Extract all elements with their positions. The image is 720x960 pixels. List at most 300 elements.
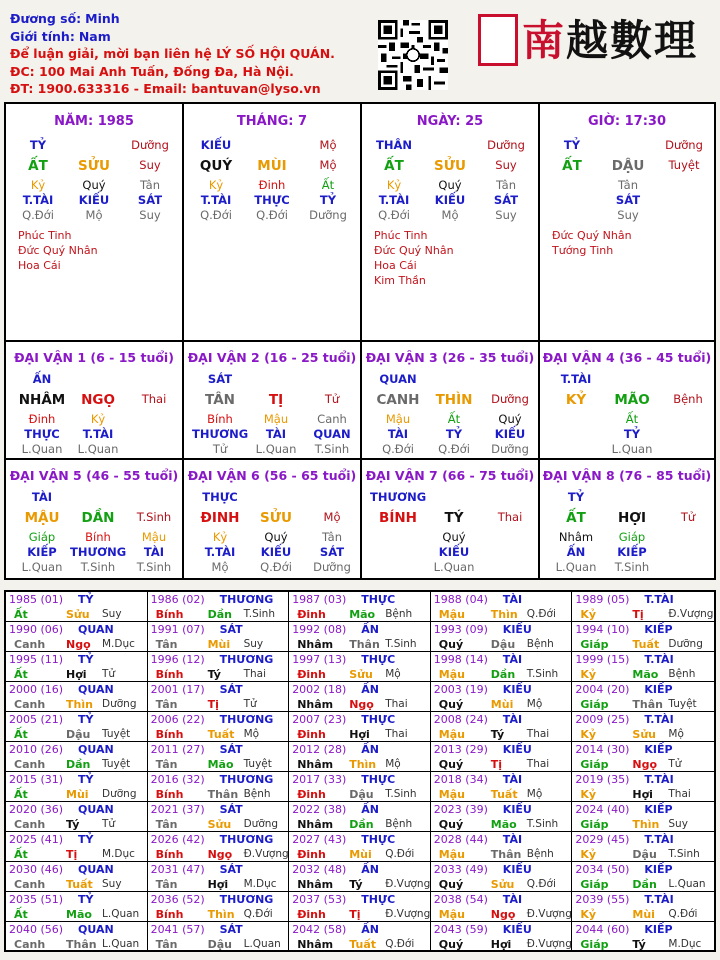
- year-cell[interactable]: [148, 652, 290, 682]
- year-stem: Đinh: [297, 728, 326, 741]
- year-cell[interactable]: [148, 862, 290, 892]
- year-cell[interactable]: [6, 832, 148, 862]
- year-phase: Thai: [668, 788, 691, 800]
- year-cell[interactable]: [6, 922, 148, 952]
- cell-value: NGỌ: [81, 392, 115, 408]
- year-phase: M.Dục: [102, 848, 135, 860]
- cell-value: Ất: [447, 412, 461, 426]
- year-phase: Q.Đới: [526, 608, 556, 620]
- year-god: TÀI: [502, 593, 523, 606]
- year-god: T.TÀI: [644, 773, 674, 786]
- year-god: KIẾU: [502, 743, 532, 756]
- year-phase: M.Dục: [102, 638, 135, 650]
- cell-value: KỶ: [565, 392, 587, 408]
- year-phase: Đ.Vượng: [526, 908, 572, 920]
- year-stem: Đinh: [297, 608, 326, 621]
- year-cell[interactable]: [6, 772, 148, 802]
- year-stem: Bính: [155, 728, 184, 741]
- year-label: 2031 (47): [150, 863, 205, 876]
- year-phase: Mộ: [385, 668, 401, 680]
- year-label: 2011 (27): [150, 743, 205, 756]
- pillar-cell: [6, 104, 184, 342]
- year-label: 2039 (55): [575, 893, 630, 906]
- cell-value: Giáp: [28, 530, 56, 544]
- year-stem: Mậu: [438, 728, 465, 741]
- year-cell[interactable]: [431, 922, 573, 952]
- cell-value: Tuyệt: [668, 158, 700, 172]
- year-god: ẤN: [361, 623, 379, 636]
- cell-value: L.Quan: [555, 560, 597, 574]
- year-phase: Suy: [102, 878, 122, 890]
- year-cell[interactable]: [572, 652, 714, 682]
- year-cell[interactable]: [148, 622, 290, 652]
- year-cell[interactable]: [6, 892, 148, 922]
- year-phase: Dưỡng: [668, 638, 703, 650]
- year-cell[interactable]: [572, 922, 714, 952]
- cell-value: TỶ: [567, 490, 585, 504]
- cell-value: KIẾU: [434, 193, 466, 207]
- cell-value: Tân: [617, 178, 639, 192]
- cell-value: Suy: [495, 158, 517, 172]
- year-cell[interactable]: [148, 712, 290, 742]
- star-notes: [18, 228, 98, 273]
- year-god: KIẾP: [644, 923, 673, 936]
- year-phase: Mộ: [526, 698, 543, 710]
- year-label: 2023 (39): [433, 803, 488, 816]
- year-god: T.TÀI: [644, 653, 674, 666]
- cell-value: TỶ: [319, 193, 337, 207]
- cell-value: ẤN: [32, 372, 52, 386]
- cell-value: Dưỡng: [487, 138, 525, 152]
- year-branch: Mão: [66, 908, 92, 921]
- year-cell[interactable]: [289, 832, 431, 862]
- cell-value: TỊ: [268, 392, 284, 408]
- year-label: 1992 (08): [292, 623, 347, 636]
- year-phase: Q.Đới: [526, 878, 556, 890]
- cell-title: ĐẠI VẬN 5 (46 - 55 tuổi): [9, 468, 179, 483]
- year-branch: Dậu: [66, 728, 91, 741]
- cell-value: NHÂM: [18, 392, 66, 408]
- year-phase: T.Sinh: [668, 848, 700, 860]
- header-info: [10, 10, 335, 98]
- year-phase: Thai: [526, 758, 550, 770]
- cell-value: Quý: [442, 530, 466, 544]
- year-cell[interactable]: [148, 892, 290, 922]
- year-phase: Dưỡng: [102, 788, 137, 800]
- year-phase: Tuyệt: [243, 758, 272, 770]
- cell-value: Ất: [321, 178, 335, 192]
- year-phase: L.Quan: [102, 938, 140, 950]
- year-branch: Tý: [632, 938, 646, 951]
- year-stem: Canh: [14, 818, 46, 831]
- year-phase: Bệnh: [526, 638, 554, 650]
- year-cell[interactable]: [148, 832, 290, 862]
- cell-value: QUAN: [379, 372, 417, 386]
- year-phase: Mộ: [526, 788, 543, 800]
- cell-value: Kỷ: [90, 412, 106, 426]
- year-cell[interactable]: [431, 622, 573, 652]
- year-branch: Mùi: [207, 638, 231, 651]
- year-branch: Mão: [207, 758, 234, 771]
- star-note: Hoa Cái: [374, 259, 417, 272]
- year-phase: Mộ: [385, 758, 401, 770]
- year-cell[interactable]: [289, 682, 431, 712]
- star-note: Hoa Cái: [18, 259, 61, 272]
- year-god: T.TÀI: [644, 713, 674, 726]
- year-cell[interactable]: [148, 682, 290, 712]
- dai-van-cell: [540, 342, 714, 460]
- year-cell[interactable]: [289, 712, 431, 742]
- year-label: 2040 (56): [9, 923, 64, 936]
- year-label: 2026 (42): [150, 833, 205, 846]
- year-stem: Mậu: [438, 908, 465, 921]
- year-stem: Đinh: [297, 908, 326, 921]
- cell-value: THỰC: [202, 490, 238, 504]
- year-stem: Nhâm: [297, 698, 334, 711]
- cell-value: Thai: [497, 510, 523, 524]
- cell-value: KIẾU: [494, 427, 526, 441]
- year-cell[interactable]: [431, 712, 573, 742]
- year-branch: Thìn: [66, 698, 93, 711]
- year-label: 2009 (25): [575, 713, 630, 726]
- cell-value: Dưỡng: [491, 392, 529, 406]
- year-phase: T.Sinh: [385, 638, 417, 650]
- cell-value: KIẾP: [27, 545, 57, 559]
- cell-value: KIẾU: [200, 138, 232, 152]
- year-cell[interactable]: [6, 712, 148, 742]
- year-label: 1997 (13): [292, 653, 347, 666]
- year-label: 1989 (05): [575, 593, 630, 606]
- cell-value: Quý: [264, 530, 288, 544]
- year-phase: Q.Đới: [385, 848, 415, 860]
- year-stem: Nhâm: [297, 818, 334, 831]
- year-god: THƯƠNG: [219, 713, 274, 726]
- cell-value: THƯƠNG: [370, 490, 427, 504]
- year-cell[interactable]: [431, 652, 573, 682]
- year-phase: Q.Đới: [385, 938, 415, 950]
- year-god: ẤN: [361, 743, 379, 756]
- year-label: 2016 (32): [150, 773, 205, 786]
- year-god: KIẾP: [644, 863, 673, 876]
- year-cell[interactable]: [6, 592, 148, 622]
- year-stem: Bính: [155, 668, 184, 681]
- star-note: Phúc Tinh: [374, 229, 428, 242]
- year-cell[interactable]: [6, 862, 148, 892]
- year-stem: Giáp: [580, 698, 609, 711]
- year-cell[interactable]: [148, 742, 290, 772]
- year-cell[interactable]: [431, 832, 573, 862]
- year-stem: Giáp: [580, 758, 609, 771]
- cell-title: NGÀY: 25: [416, 114, 484, 129]
- year-god: KIẾP: [644, 743, 673, 756]
- year-label: 2000 (16): [9, 683, 64, 696]
- cell-value: CANH: [376, 392, 420, 408]
- year-cell[interactable]: [572, 832, 714, 862]
- year-cell[interactable]: [572, 592, 714, 622]
- year-cell[interactable]: [6, 682, 148, 712]
- cell-value: T.TÀI: [378, 193, 410, 207]
- cell-value: Bính: [85, 530, 111, 544]
- year-branch: Tuất: [66, 878, 93, 891]
- year-cell[interactable]: [431, 802, 573, 832]
- year-cell[interactable]: [6, 652, 148, 682]
- year-branch: Tị: [490, 758, 503, 771]
- year-label: 2017 (33): [292, 773, 347, 786]
- year-branch: Thân: [490, 848, 522, 861]
- year-stem: Quý: [438, 818, 464, 831]
- year-cell[interactable]: [148, 922, 290, 952]
- year-label: 2006 (22): [150, 713, 205, 726]
- year-phase: Tử: [102, 818, 116, 830]
- year-god: T.TÀI: [644, 593, 674, 606]
- year-god: THỰC: [361, 773, 396, 786]
- year-phase: T.Sinh: [526, 668, 559, 680]
- year-branch: Ngọ: [490, 908, 516, 921]
- qr-code-icon[interactable]: [378, 20, 448, 90]
- year-god: TỶ: [78, 593, 94, 606]
- cell-value: Canh: [317, 412, 347, 426]
- year-cell[interactable]: [572, 892, 714, 922]
- year-god: THỰC: [361, 833, 396, 846]
- year-label: 1996 (12): [150, 653, 205, 666]
- cell-value: Ất: [625, 412, 639, 426]
- year-stem: Nhâm: [297, 638, 334, 651]
- cell-value: Thai: [141, 392, 167, 406]
- year-phase: Suy: [243, 638, 264, 650]
- year-god: QUAN: [78, 923, 114, 936]
- year-label: 2043 (59): [433, 923, 488, 936]
- cell-value: HỢI: [617, 510, 647, 526]
- year-god: KIẾP: [644, 623, 673, 636]
- year-stem: Đinh: [297, 668, 326, 681]
- cell-value: Q.Đới: [378, 208, 410, 222]
- year-label: 2002 (18): [292, 683, 347, 696]
- year-branch: Sửu: [490, 878, 515, 891]
- star-note: Tướng Tinh: [552, 244, 614, 257]
- year-cell[interactable]: [572, 712, 714, 742]
- year-branch: Hợi: [66, 668, 87, 681]
- year-branch: Tuất: [490, 788, 518, 801]
- year-phase: T.Sinh: [385, 788, 417, 800]
- cell-value: Dưỡng: [313, 560, 351, 574]
- year-stem: Quý: [438, 638, 464, 651]
- year-label: 2004 (20): [575, 683, 630, 696]
- year-stem: Quý: [438, 698, 464, 711]
- year-god: ẤN: [361, 923, 379, 936]
- year-branch: Thìn: [490, 608, 518, 621]
- cell-value: Tân: [321, 530, 343, 544]
- year-cell[interactable]: [572, 802, 714, 832]
- cell-value: Q.Đới: [438, 442, 470, 456]
- cell-value: L.Quan: [255, 442, 297, 456]
- year-phase: T.Sinh: [526, 818, 559, 830]
- year-cell[interactable]: [431, 772, 573, 802]
- year-branch: Tị: [632, 608, 644, 621]
- year-stem: Nhâm: [297, 938, 334, 951]
- year-label: 2010 (26): [9, 743, 64, 756]
- year-phase: Tuyệt: [668, 698, 697, 710]
- year-cell[interactable]: [6, 622, 148, 652]
- year-label: 2034 (50): [575, 863, 630, 876]
- year-label: 2019 (35): [575, 773, 630, 786]
- year-stem: Kỷ: [580, 728, 597, 741]
- year-stem: Tân: [155, 938, 178, 951]
- year-cell[interactable]: [289, 862, 431, 892]
- year-branch: Dần: [207, 608, 232, 621]
- year-label: 1986 (02): [150, 593, 205, 606]
- year-god: TÀI: [502, 833, 523, 846]
- year-cell[interactable]: [431, 862, 573, 892]
- year-god: KIẾU: [502, 623, 532, 636]
- year-cell[interactable]: [572, 772, 714, 802]
- cell-value: MÃO: [614, 392, 650, 408]
- cell-value: MÙI: [257, 158, 287, 174]
- year-branch: Hợi: [207, 878, 229, 891]
- year-branch: Tuất: [632, 638, 660, 651]
- year-cell[interactable]: [148, 802, 290, 832]
- year-cell[interactable]: [289, 802, 431, 832]
- year-cell[interactable]: [289, 922, 431, 952]
- cell-value: L.Quan: [77, 442, 119, 456]
- year-branch: Tị: [66, 848, 78, 861]
- year-god: KIẾU: [502, 923, 532, 936]
- year-stem: Giáp: [580, 638, 609, 651]
- year-branch: Hợi: [632, 788, 653, 801]
- cell-value: SÁT: [319, 545, 345, 559]
- year-cell[interactable]: [289, 772, 431, 802]
- dai-van-cell: [362, 342, 540, 460]
- year-phase: L.Quan: [102, 908, 140, 920]
- seal-icon: [478, 14, 518, 66]
- cell-value: Tử: [324, 392, 340, 406]
- star-note: Đức Quý Nhân: [18, 244, 98, 257]
- cell-value: T.Sinh: [614, 560, 650, 574]
- year-phase: Đ.Vượng: [526, 938, 572, 950]
- cell-value: Nhâm: [558, 530, 594, 544]
- year-branch: Ngọ: [349, 698, 374, 711]
- cell-value: TÀI: [143, 545, 165, 559]
- year-cell[interactable]: [289, 622, 431, 652]
- year-cell[interactable]: [289, 652, 431, 682]
- star-note: Đức Quý Nhân: [552, 229, 632, 242]
- cell-value: Quý: [82, 178, 106, 192]
- year-label: 1998 (14): [433, 653, 488, 666]
- year-cell[interactable]: [572, 742, 714, 772]
- year-branch: Mão: [349, 608, 376, 621]
- year-label: 2030 (46): [9, 863, 64, 876]
- year-stem: Quý: [438, 878, 464, 891]
- year-phase: Dưỡng: [102, 698, 137, 710]
- year-label: 1985 (01): [9, 593, 64, 606]
- year-stem: Ất: [14, 728, 28, 741]
- year-god: QUAN: [78, 683, 114, 696]
- cell-value: DẬU: [611, 158, 645, 174]
- year-branch: Dậu: [490, 638, 516, 651]
- contact-line: Để luận giải, mời bạn liên hệ LÝ SỐ HỘI QUÁN.: [10, 46, 335, 61]
- cell-value: TÂN: [205, 392, 235, 408]
- cell-value: QUAN: [313, 427, 351, 441]
- year-phase: Tử: [668, 758, 682, 770]
- cell-value: THÌN: [435, 392, 473, 408]
- year-branch: Ngọ: [66, 638, 91, 651]
- year-cell[interactable]: [431, 892, 573, 922]
- year-branch: Ngọ: [207, 848, 233, 861]
- cell-value: Quý: [438, 178, 462, 192]
- year-phase: Thai: [526, 728, 550, 740]
- year-cell[interactable]: [148, 592, 290, 622]
- owner-label: Đương số:: [10, 11, 82, 26]
- cell-value: MẬU: [24, 510, 60, 526]
- year-label: 1991 (07): [150, 623, 205, 636]
- year-label: 2036 (52): [150, 893, 205, 906]
- year-branch: Thìn: [207, 908, 235, 921]
- year-branch: Tý: [490, 728, 505, 741]
- star-notes: [374, 228, 454, 288]
- year-phase: Đ.Vượng: [385, 908, 431, 920]
- year-stem: Giáp: [580, 878, 609, 891]
- cell-value: T.Sinh: [136, 560, 172, 574]
- year-label: 2012 (28): [292, 743, 347, 756]
- year-cell[interactable]: [148, 772, 290, 802]
- year-label: 2013 (29): [433, 743, 488, 756]
- year-cell[interactable]: [289, 592, 431, 622]
- year-cell[interactable]: [572, 622, 714, 652]
- year-stem: Kỷ: [580, 788, 597, 801]
- year-phase: Bệnh: [526, 848, 554, 860]
- year-stem: Kỷ: [580, 908, 597, 921]
- year-branch: Tuất: [349, 938, 376, 951]
- year-cell[interactable]: [431, 592, 573, 622]
- year-god: THỰC: [361, 713, 396, 726]
- owner-value: Minh: [85, 11, 120, 26]
- cell-value: Mậu: [141, 530, 167, 544]
- year-god: QUAN: [78, 803, 114, 816]
- year-god: QUAN: [78, 743, 114, 756]
- chart-grid: [4, 102, 716, 580]
- year-phase: M.Dục: [243, 878, 277, 890]
- year-cell[interactable]: [289, 892, 431, 922]
- cell-value: Dưỡng: [491, 442, 529, 456]
- year-label: 2005 (21): [9, 713, 64, 726]
- cell-value: Mộ: [211, 560, 229, 574]
- year-cell[interactable]: [289, 742, 431, 772]
- year-god: THƯƠNG: [219, 773, 274, 786]
- year-stem: Kỷ: [580, 848, 597, 861]
- cell-value: ẤT: [566, 510, 586, 526]
- year-cell[interactable]: [572, 862, 714, 892]
- cell-title: GIỜ: 17:30: [588, 114, 666, 129]
- year-phase: Dưỡng: [243, 818, 279, 830]
- year-label: 2014 (30): [575, 743, 630, 756]
- year-phase: Đ.Vượng: [668, 608, 714, 620]
- cell-value: TỶ: [563, 138, 581, 152]
- cell-value: Giáp: [618, 530, 646, 544]
- year-cell[interactable]: [431, 742, 573, 772]
- address-line: ĐC: 100 Mai Anh Tuấn, Đống Đa, Hà Nội.: [10, 63, 294, 79]
- phone-line[interactable]: ĐT: 1900.633316 - Email: bantuvan@lyso.vn: [10, 81, 321, 96]
- year-branch: Hợi: [490, 938, 512, 951]
- year-cell[interactable]: [572, 682, 714, 712]
- dai-van-cell: [540, 460, 714, 578]
- year-branch: Thân: [207, 788, 239, 801]
- year-cell[interactable]: [431, 682, 573, 712]
- year-phase: Mộ: [668, 728, 684, 740]
- year-label: 2018 (34): [433, 773, 488, 786]
- pillar-cell: [362, 104, 540, 342]
- star-note: Đức Quý Nhân: [374, 244, 454, 257]
- year-cell[interactable]: [6, 742, 148, 772]
- year-cell[interactable]: [6, 802, 148, 832]
